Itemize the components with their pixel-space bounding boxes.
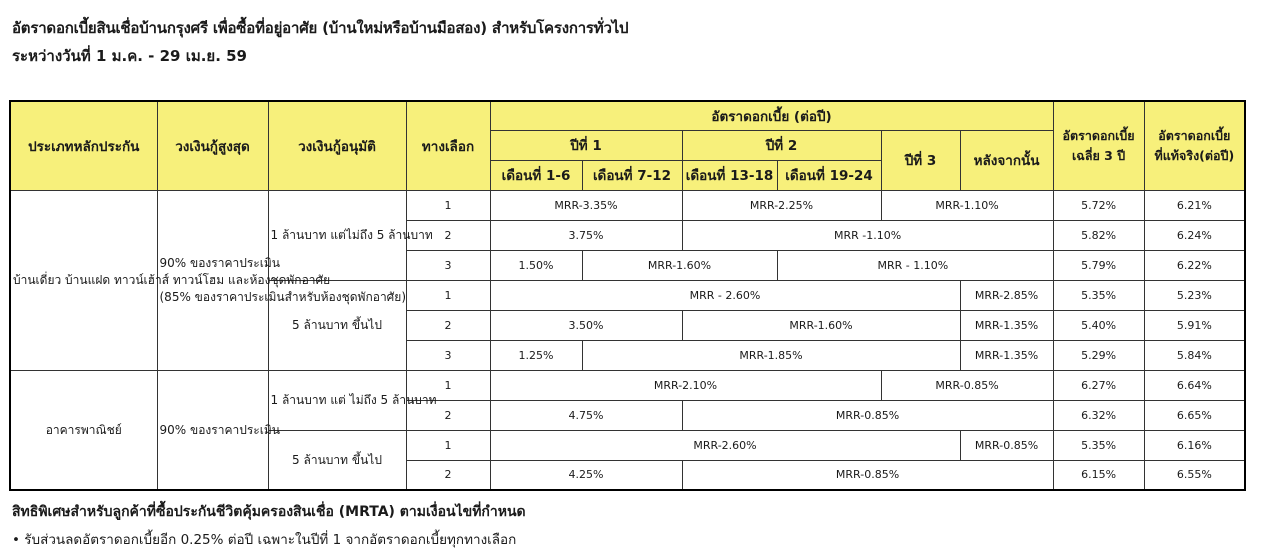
header-month-13-18: เดือนที่ 13-18 bbox=[682, 160, 777, 190]
effective-rate: 6.21% bbox=[1144, 190, 1245, 220]
rate-year2-onward: MRR-0.85% bbox=[682, 460, 1053, 490]
effective-rate: 6.22% bbox=[1144, 250, 1245, 280]
approved-tier-1-5m: 1 ล้านบาท แต่ ไม่ถึง 5 ล้านบาท bbox=[268, 370, 406, 430]
effective-rate: 6.64% bbox=[1144, 370, 1245, 400]
header-after: หลังจากนั้น bbox=[960, 130, 1053, 190]
effective-rate: 6.24% bbox=[1144, 220, 1245, 250]
effective-rate: 6.16% bbox=[1144, 430, 1245, 460]
avg-rate: 6.15% bbox=[1053, 460, 1144, 490]
rate-year1-2: MRR-2.10% bbox=[490, 370, 881, 400]
privilege-bullet: • รับส่วนลดอัตราดอกเบี้ยอีก 0.25% ต่อปี เฉพาะในปีที่ 1 จากอัตราดอกเบี้ยทุกทางเลือก bbox=[12, 532, 517, 548]
rate-year1-3: MRR-2.60% bbox=[490, 430, 960, 460]
option-cell: 1 bbox=[406, 370, 490, 400]
approved-tier-5m-up: 5 ล้านบาท ขึ้นไป bbox=[268, 430, 406, 490]
option-cell: 2 bbox=[406, 460, 490, 490]
rate-month-7-18: MRR-1.60% bbox=[582, 250, 777, 280]
rate-year2-onward: MRR -1.10% bbox=[682, 220, 1053, 250]
max-loan-commercial: 90% ของราคาประเมิน bbox=[157, 370, 268, 490]
rate-month-19-onward: MRR - 1.10% bbox=[777, 250, 1053, 280]
rate-month-7-36: MRR-1.85% bbox=[582, 340, 960, 370]
avg-rate: 5.29% bbox=[1053, 340, 1144, 370]
avg-rate: 5.35% bbox=[1053, 280, 1144, 310]
header-max-loan: วงเงินกู้สูงสุด bbox=[157, 101, 268, 190]
rate-after: MRR-1.35% bbox=[960, 340, 1053, 370]
option-cell: 1 bbox=[406, 190, 490, 220]
avg-rate: 5.79% bbox=[1053, 250, 1144, 280]
header-collateral: ประเภทหลักประกัน bbox=[10, 101, 157, 190]
rate-after: MRR-2.85% bbox=[960, 280, 1053, 310]
effective-rate: 5.91% bbox=[1144, 310, 1245, 340]
option-cell: 2 bbox=[406, 310, 490, 340]
header-avg-3yr: อัตราดอกเบี้ย เฉลี่ย 3 ปี bbox=[1053, 101, 1144, 190]
rate-month-1-6: 1.25% bbox=[490, 340, 582, 370]
rate-year1: 4.75% bbox=[490, 400, 682, 430]
option-cell: 3 bbox=[406, 340, 490, 370]
header-month-19-24: เดือนที่ 19-24 bbox=[777, 160, 881, 190]
header-year3: ปีที่ 3 bbox=[881, 130, 960, 190]
effective-rate: 5.84% bbox=[1144, 340, 1245, 370]
header-option: ทางเลือก bbox=[406, 101, 490, 190]
effective-rate: 6.55% bbox=[1144, 460, 1245, 490]
collateral-residential: บ้านเดี่ยว บ้านแฝด ทาวน์เฮ้าส์ ทาวน์โฮม และห้องชุดพักอาศัย bbox=[10, 190, 157, 370]
page-title: อัตราดอกเบี้ยสินเชื่อบ้านกรุงศรี เพื่อซื้อที่อยู่อาศัย (บ้านใหม่หรือบ้านมือสอง) สำหรับโครงการทั่วไป bbox=[12, 19, 629, 37]
rate-month-1-6: 1.50% bbox=[490, 250, 582, 280]
table-row bbox=[10, 190, 1245, 220]
max-loan-residential: 90% ของราคาประเมิน (85% ของราคาประเมินสำหรับห้องชุดพักอาศัย) bbox=[157, 190, 268, 370]
approved-tier-5m-up: 5 ล้านบาท ขึ้นไป bbox=[268, 280, 406, 370]
rate-year1: 3.50% bbox=[490, 310, 682, 340]
header-month-1-6: เดือนที่ 1-6 bbox=[490, 160, 582, 190]
table-row bbox=[10, 370, 1245, 400]
option-cell: 1 bbox=[406, 430, 490, 460]
avg-rate: 5.72% bbox=[1053, 190, 1144, 220]
effective-rate: 6.65% bbox=[1144, 400, 1245, 430]
rate-after: MRR-0.85% bbox=[960, 430, 1053, 460]
rate-year2: MRR-2.25% bbox=[682, 190, 881, 220]
header-approved-loan: วงเงินกู้อนุมัติ bbox=[268, 101, 406, 190]
avg-rate: 6.32% bbox=[1053, 400, 1144, 430]
avg-rate: 6.27% bbox=[1053, 370, 1144, 400]
rate-year2-onward: MRR-0.85% bbox=[682, 400, 1053, 430]
rate-year3-after: MRR-1.10% bbox=[881, 190, 1053, 220]
option-cell: 2 bbox=[406, 220, 490, 250]
option-cell: 1 bbox=[406, 280, 490, 310]
header-year1: ปีที่ 1 bbox=[490, 130, 682, 160]
header-effective-rate: อัตราดอกเบี้ย ที่แท้จริง(ต่อปี) bbox=[1144, 101, 1245, 190]
rates-table bbox=[9, 100, 1246, 491]
header-month-7-12: เดือนที่ 7-12 bbox=[582, 160, 682, 190]
page-subtitle: ระหว่างวันที่ 1 ม.ค. - 29 เม.ย. 59 bbox=[12, 47, 247, 65]
avg-rate: 5.40% bbox=[1053, 310, 1144, 340]
rate-year1: MRR-3.35% bbox=[490, 190, 682, 220]
rate-year1-3: MRR - 2.60% bbox=[490, 280, 960, 310]
avg-rate: 5.82% bbox=[1053, 220, 1144, 250]
privilege-title: สิทธิพิเศษสำหรับลูกค้าที่ซื้อประกันชีวิตคุ้มครองสินเชื่อ (MRTA) ตามเงื่อนไขที่กำหนด bbox=[12, 504, 526, 520]
rate-year2-3: MRR-1.60% bbox=[682, 310, 960, 340]
approved-tier-1-5m: 1 ล้านบาท แต่ไม่ถึง 5 ล้านบาท bbox=[268, 190, 406, 280]
option-cell: 2 bbox=[406, 400, 490, 430]
rate-after: MRR-1.35% bbox=[960, 310, 1053, 340]
header-year2: ปีที่ 2 bbox=[682, 130, 881, 160]
option-cell: 3 bbox=[406, 250, 490, 280]
avg-rate: 5.35% bbox=[1053, 430, 1144, 460]
rate-year3-after: MRR-0.85% bbox=[881, 370, 1053, 400]
header-rate-group: อัตราดอกเบี้ย (ต่อปี) bbox=[490, 101, 1053, 130]
collateral-commercial: อาคารพาณิชย์ bbox=[10, 370, 157, 490]
rate-year1: 3.75% bbox=[490, 220, 682, 250]
effective-rate: 5.23% bbox=[1144, 280, 1245, 310]
rate-year1: 4.25% bbox=[490, 460, 682, 490]
